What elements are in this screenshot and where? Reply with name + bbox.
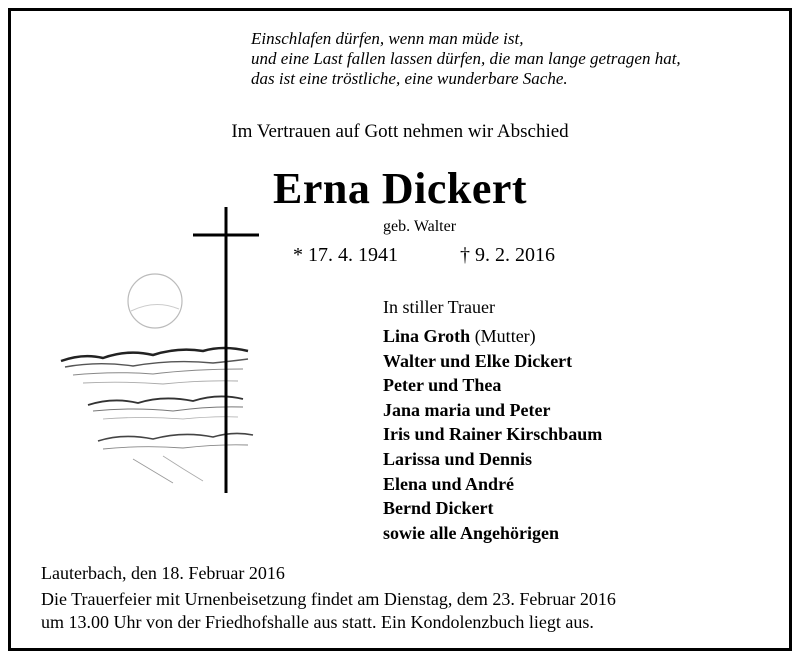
mourner-item: Larissa und Dennis <box>383 448 533 469</box>
mourner-item: Bernd Dickert <box>383 498 494 519</box>
place-date: Lauterbach, den 18. Februar 2016 <box>41 563 285 583</box>
poem-line: das ist eine tröstliche, eine wunderbare Sache. <box>251 69 568 88</box>
mourner-relation: (Mutter) <box>474 326 536 346</box>
poem-line: Einschlafen dürfen, wenn man müde ist, <box>251 29 524 48</box>
birth-name: geb. Walter <box>383 218 457 235</box>
poem <box>251 29 791 89</box>
birth-date: * 17. 4. 1941 <box>293 244 398 266</box>
mourner-item: Walter und Elke Dickert <box>383 350 573 371</box>
ceremony-notice <box>41 588 781 634</box>
intro-text: Im Vertrauen auf Gott nehmen wir Abschied <box>231 121 569 142</box>
mourner-name: Lina Groth <box>383 326 471 346</box>
mourner-item: Peter und Thea <box>383 375 502 396</box>
obituary-frame <box>8 8 792 651</box>
mourners-list <box>383 324 602 545</box>
life-dates <box>293 244 555 267</box>
mourner-item: Jana maria und Peter <box>383 399 551 420</box>
cross-landscape-icon <box>43 191 293 496</box>
mourner-item: sowie alle Angehörigen <box>383 522 559 543</box>
poem-line: und eine Last fallen lassen dürfen, die man lange getragen hat, <box>251 49 681 68</box>
death-date: † 9. 2. 2016 <box>460 244 555 266</box>
notice-line: Die Trauerfeier mit Urnenbeisetzung findet am Dienstag, dem 23. Februar 2016 <box>41 589 616 609</box>
mourner-item: Elena und André <box>383 473 515 494</box>
notice-line: um 13.00 Uhr von der Friedhofshalle aus statt. Ein Kondolenzbuch liegt aus. <box>41 612 594 632</box>
mourner-item <box>383 324 602 349</box>
mourning-line: In stiller Trauer <box>383 297 495 317</box>
mourner-item: Iris und Rainer Kirschbaum <box>383 424 603 445</box>
deceased-name: Erna Dickert <box>272 164 528 213</box>
